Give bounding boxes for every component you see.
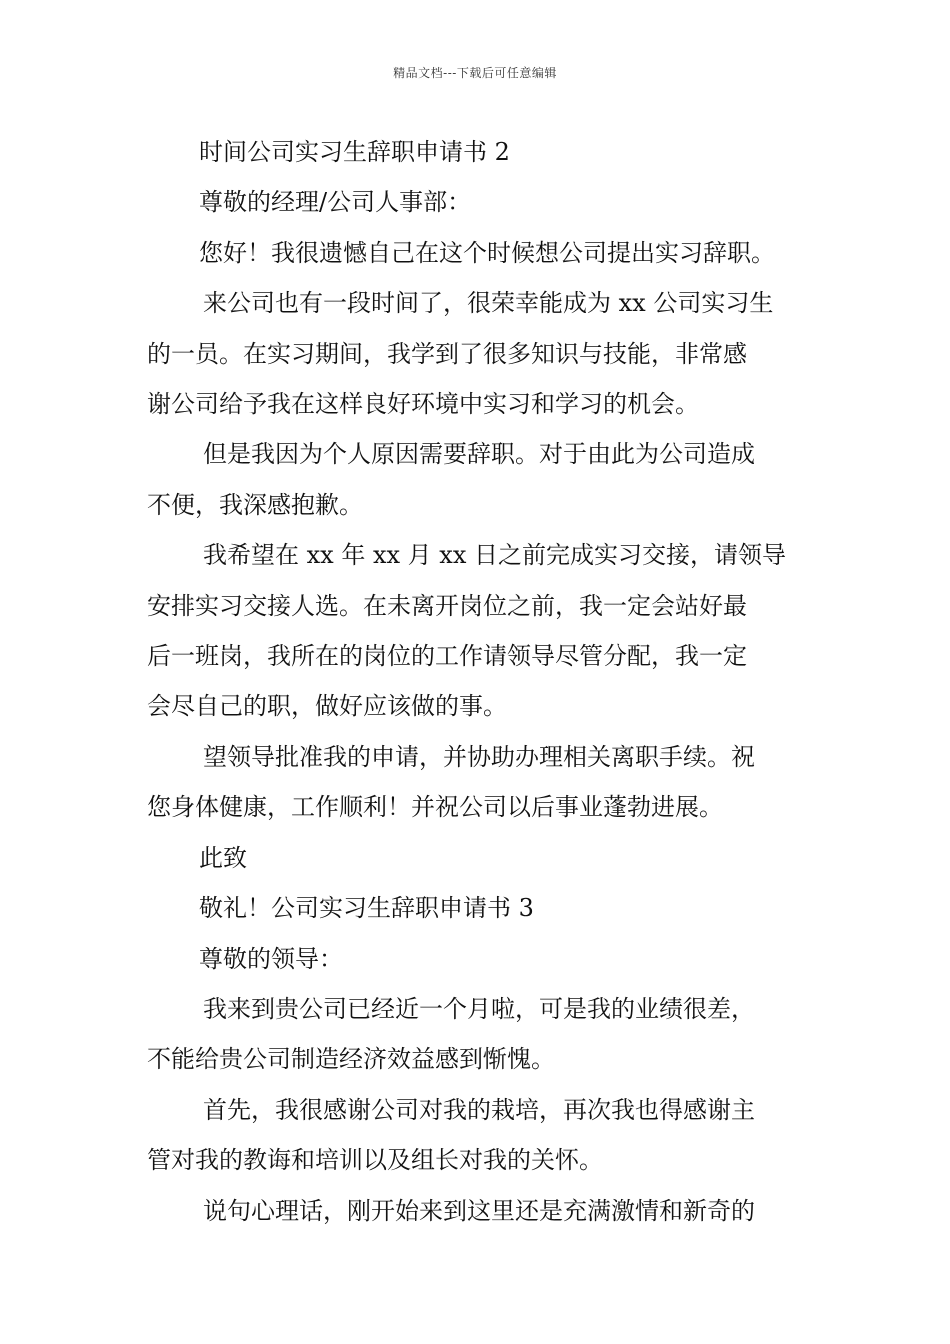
salutation: 尊敬的经理/公司人事部： <box>199 188 472 217</box>
salutation: 尊敬的领导： <box>199 944 343 973</box>
page-header: 精品文档---下载后可任意编辑 <box>393 66 557 80</box>
paragraph-line: 的一员。在实习期间，我学到了很多知识与技能，非常感 <box>147 339 747 368</box>
section-title: 敬礼！公司实习生辞职申请书 3 <box>199 894 534 923</box>
paragraph-line: 望领导批准我的申请，并协助办理相关离职手续。祝 <box>203 742 755 771</box>
paragraph-line: 谢公司给予我在这样良好环境中实习和学习的机会。 <box>147 390 699 419</box>
paragraph-line: 我来到贵公司已经近一个月啦，可是我的业绩很差， <box>203 994 755 1023</box>
paragraph-line: 来公司也有一段时间了，很荣幸能成为 xx 公司实习生 <box>203 289 774 318</box>
paragraph-line: 您身体健康，工作顺利！并祝公司以后事业蓬勃进展。 <box>147 793 723 822</box>
paragraph-line: 管对我的教诲和培训以及组长对我的关怀。 <box>147 1146 603 1175</box>
paragraph-line: 我希望在 xx 年 xx 月 xx 日之前完成实习交接，请领导 <box>203 541 786 570</box>
paragraph-line: 会尽自己的职，做好应该做的事。 <box>147 692 507 721</box>
greeting-line: 您好！我很遗憾自己在这个时候想公司提出实习辞职。 <box>199 238 775 267</box>
document-body <box>147 127 807 1236</box>
paragraph-line: 首先，我很感谢公司对我的栽培，再次我也得感谢主 <box>203 1095 755 1124</box>
paragraph-line: 不能给贵公司制造经济效益感到惭愧。 <box>147 1045 555 1074</box>
paragraph-line: 后一班岗，我所在的岗位的工作请领导尽管分配，我一定 <box>147 642 747 671</box>
closing-line: 此致 <box>199 843 247 872</box>
paragraph-line: 不便，我深感抱歉。 <box>147 490 363 519</box>
section-title: 时间公司实习生辞职申请书 2 <box>199 138 510 166</box>
paragraph-line: 说句心理话，刚开始来到这里还是充满激情和新奇的 <box>203 1196 755 1225</box>
paragraph-line: 安排实习交接人选。在未离开岗位之前，我一定会站好最 <box>147 591 747 620</box>
paragraph-line: 但是我因为个人原因需要辞职。对于由此为公司造成 <box>203 440 755 469</box>
